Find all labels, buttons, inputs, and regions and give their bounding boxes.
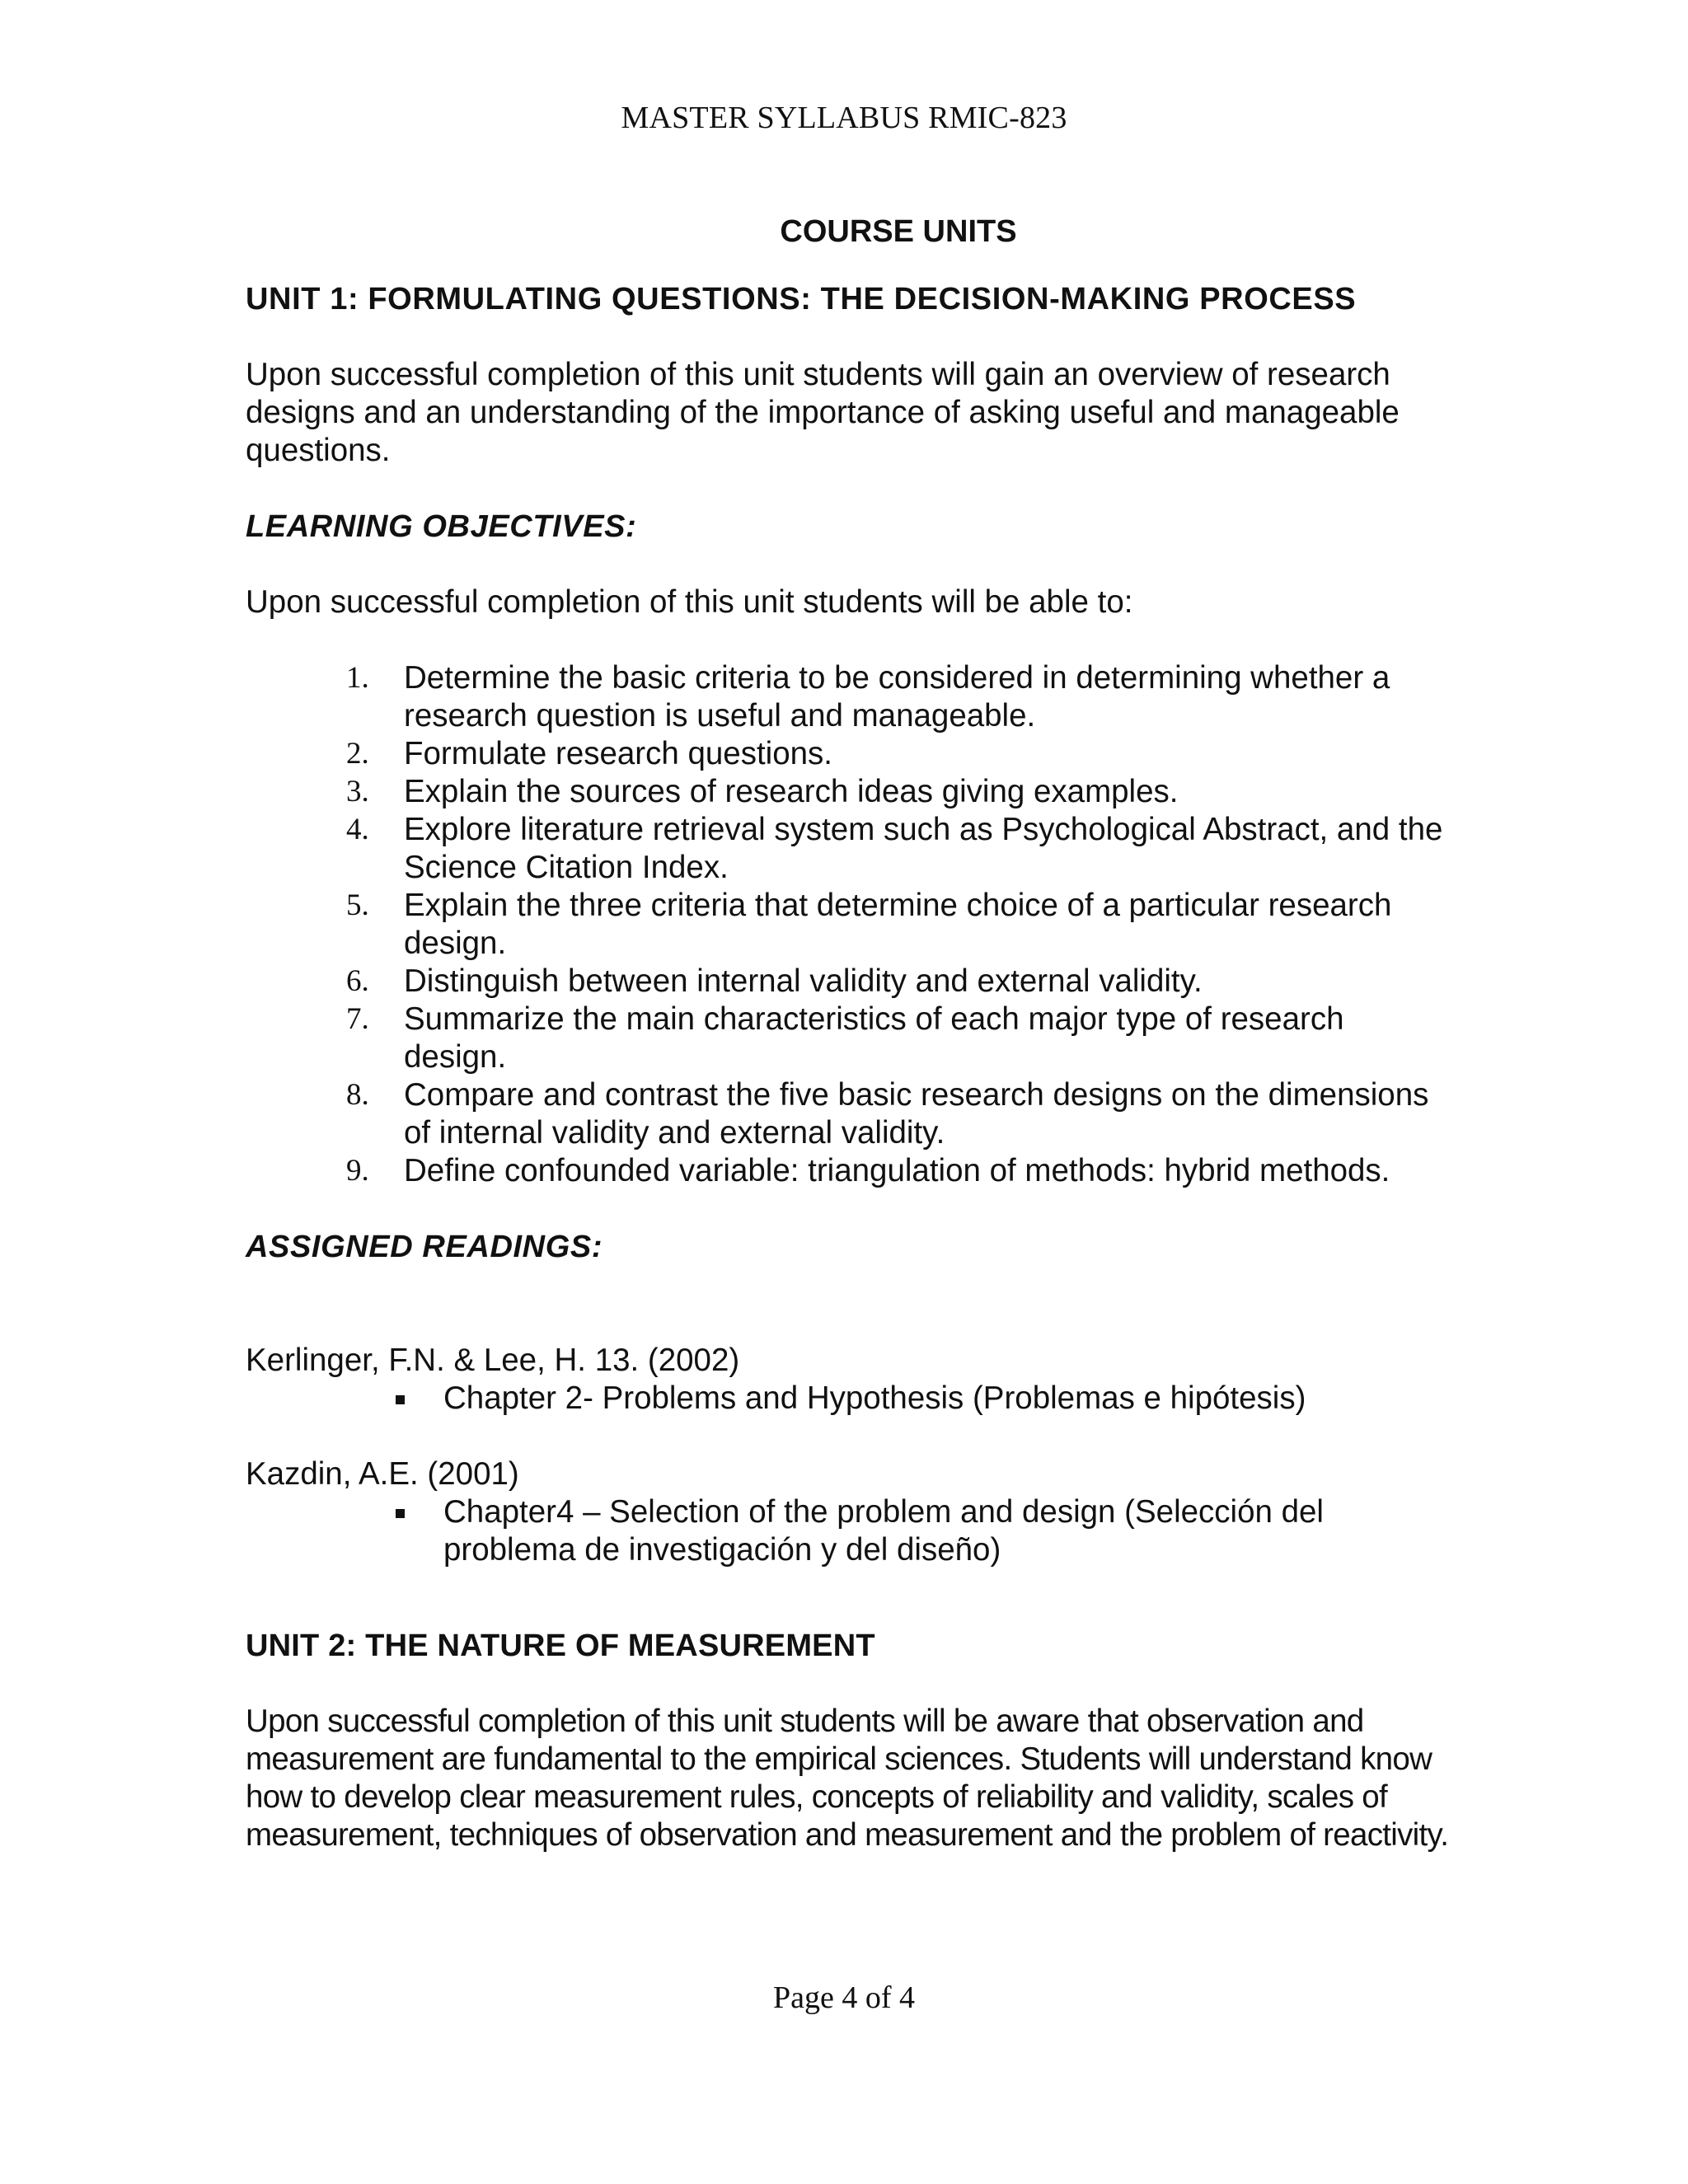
reading-chapters xyxy=(246,1380,1449,1418)
objective-number: 3. xyxy=(346,775,369,808)
objective-text: Define confounded variable: triangulation of methods: hybrid methods. xyxy=(404,1153,1390,1188)
unit-2-intro: Upon successful completion of this unit students will be aware that observation and measurement are fundamental to the empirical sciences. Students will understand know how to develop clear measurement rules, concepts of reliability and validity, scales of measurement, techniques of observation and measurement and the problem of reactivity. xyxy=(246,1704,1449,1853)
running-header: MASTER SYLLABUS RMIC-823 xyxy=(621,101,1067,135)
objective-number: 2. xyxy=(346,737,369,771)
chapter-text: Chapter4 – Selection of the problem and design (Selección del problema de investigación y del diseño) xyxy=(443,1494,1324,1568)
assigned-readings-heading: ASSIGNED READINGS: xyxy=(246,1230,603,1264)
unit-1-title: UNIT 1: FORMULATING QUESTIONS: THE DECISION-MAKING PROCESS xyxy=(246,282,1357,316)
reading-author: Kerlinger, F.N. & Lee, H. 13. (2002) xyxy=(246,1343,740,1378)
unit-2-title: UNIT 2: THE NATURE OF MEASUREMENT xyxy=(246,1629,875,1663)
objective-number: 7. xyxy=(346,1002,369,1036)
reading-entry xyxy=(246,1342,1449,1418)
objective-item xyxy=(246,659,1449,735)
chapter-item xyxy=(246,1380,1449,1418)
chapter-text: Chapter 2- Problems and Hypothesis (Problemas e hipótesis) xyxy=(443,1380,1306,1416)
objective-number: 1. xyxy=(346,661,369,695)
objective-item xyxy=(246,811,1449,887)
objective-item xyxy=(246,1076,1449,1152)
reading-chapters xyxy=(246,1493,1449,1569)
objective-item xyxy=(246,735,1449,773)
objective-item xyxy=(246,887,1449,963)
objective-item xyxy=(246,1152,1449,1190)
page-number: Page 4 of 4 xyxy=(772,1980,916,2015)
objective-text: Explain the three criteria that determine choice of a particular research design. xyxy=(404,888,1392,961)
chapter-item xyxy=(246,1493,1449,1569)
square-bullet-icon xyxy=(396,1509,405,1518)
course-units-heading: COURSE UNITS xyxy=(780,214,1017,249)
objective-text: Explain the sources of research ideas giving examples. xyxy=(404,774,1179,809)
objective-text: Formulate research questions. xyxy=(404,736,832,771)
reading-entry xyxy=(246,1455,1449,1569)
objective-number: 8. xyxy=(346,1078,369,1112)
objective-text: Explore literature retrieval system such as Psychological Abstract, and the Science Citation Index. xyxy=(404,812,1443,885)
objective-text: Distinguish between internal validity and external validity. xyxy=(404,963,1203,999)
objective-text: Summarize the main characteristics of each major type of research design. xyxy=(404,1001,1344,1075)
objective-text: Compare and contrast the five basic research designs on the dimensions of internal validity and external validity. xyxy=(404,1077,1429,1151)
objective-text: Determine the basic criteria to be considered in determining whether a research question is useful and manageable. xyxy=(404,660,1390,733)
objective-number: 6. xyxy=(346,964,369,998)
page-content xyxy=(246,204,1449,1854)
learning-objectives-heading: LEARNING OBJECTIVES: xyxy=(246,509,637,544)
objectives-intro: Upon successful completion of this unit students will be able to: xyxy=(246,584,1133,620)
reading-author: Kazdin, A.E. (2001) xyxy=(246,1456,519,1492)
objective-number: 5. xyxy=(346,888,369,922)
objectives-list xyxy=(246,659,1449,1190)
objective-number: 9. xyxy=(346,1154,369,1188)
square-bullet-icon xyxy=(396,1395,405,1404)
unit-1-intro: Upon successful completion of this unit students will gain an overview of research designs and an understanding of the importance of asking useful and manageable questions. xyxy=(246,357,1400,468)
objective-item xyxy=(246,1001,1449,1076)
objective-item xyxy=(246,773,1449,811)
objective-item xyxy=(246,963,1449,1001)
objective-number: 4. xyxy=(346,813,369,846)
